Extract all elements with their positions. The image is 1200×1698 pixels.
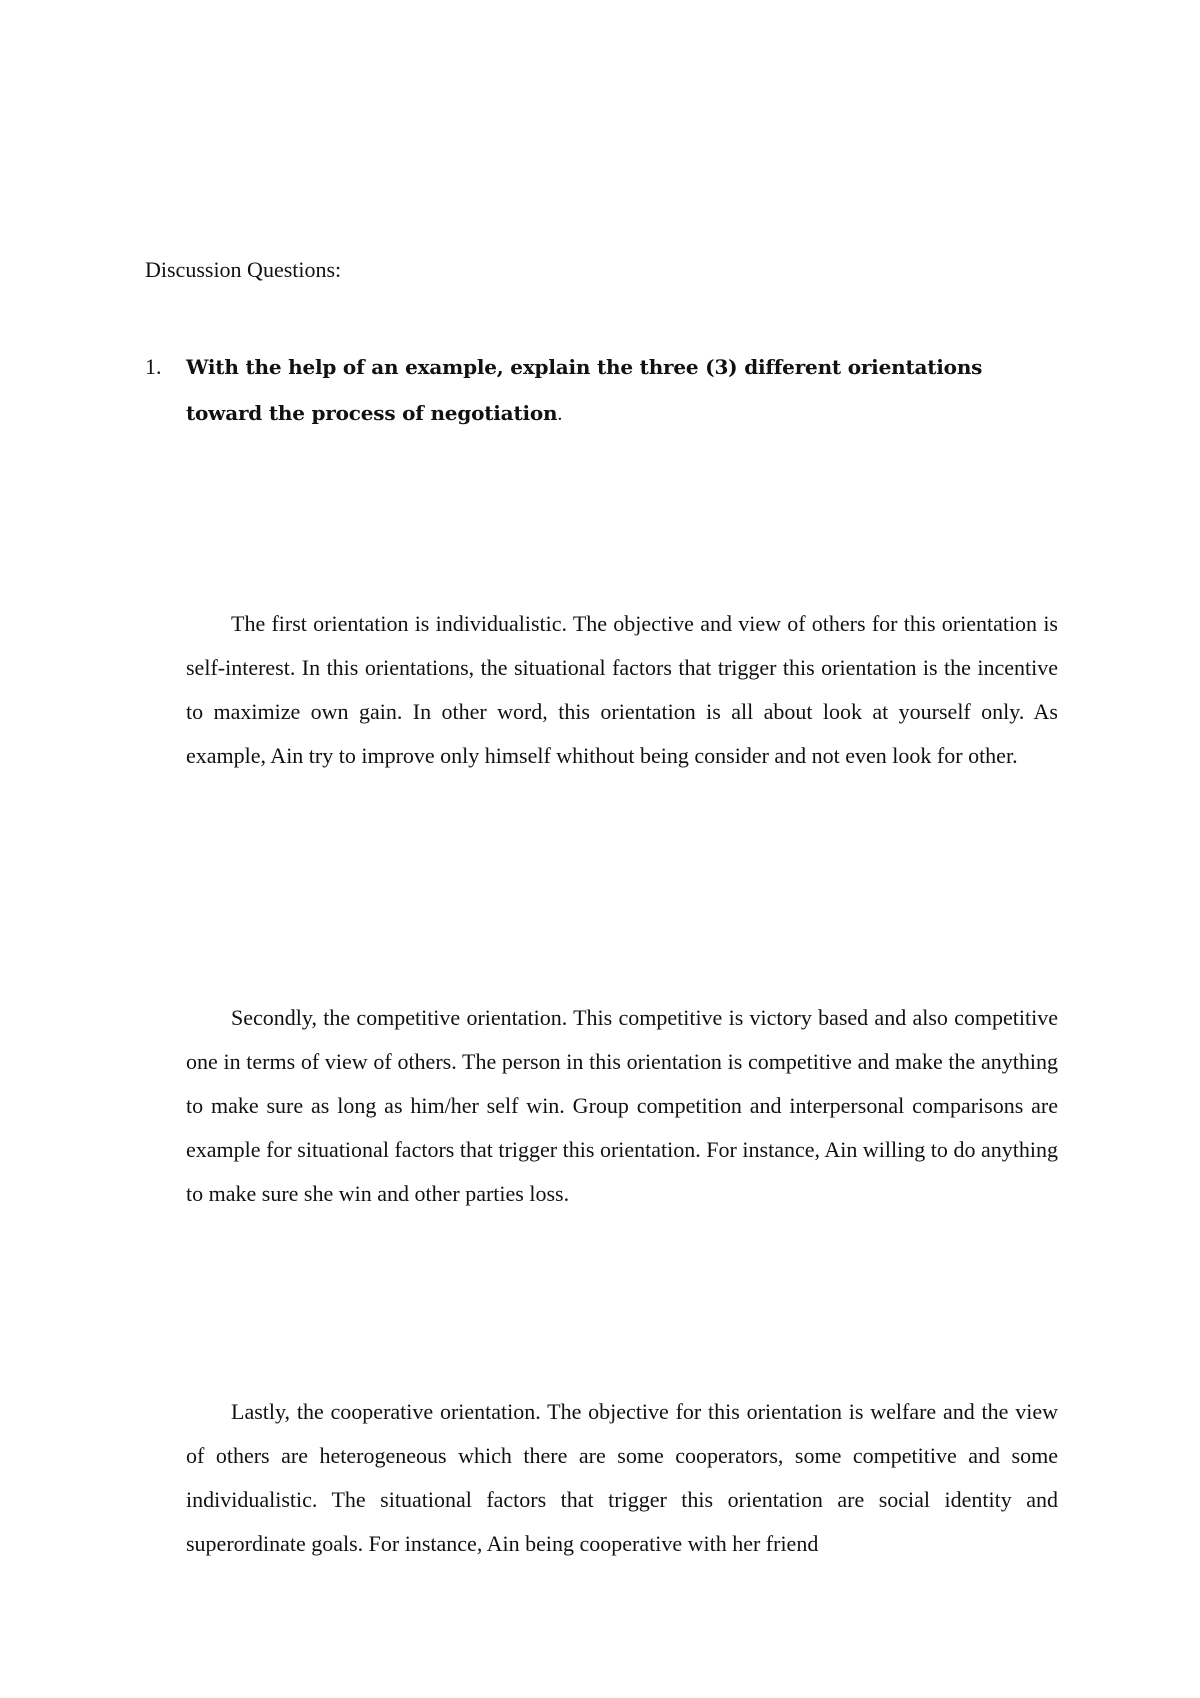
page-heading: Discussion Questions: [145, 257, 342, 282]
question-number: 1. [145, 354, 162, 379]
question-text: With the help of an example, explain the three (3) different orientations toward the process of negotiation [186, 355, 983, 425]
answer-paragraph-competitive: Secondly, the competitive orientation. This competitive is victory based and also competitive one in terms of view of others. The person in this orientation is competitive and make the anything to make sure as long as him/her self win. Group competition and interpersonal comparisons are example for situational factors that trigger this orientation. For instance, Ain willing to do anything to make sure she win and other parties loss. [186, 1005, 1058, 1206]
question-trailing-period: . [557, 403, 563, 425]
question-text-wrapper [186, 344, 1065, 437]
discussion-question-1 [145, 344, 1065, 437]
answer-paragraph-individualistic: The first orientation is individualistic. The objective and view of others for this orientation is self-interest. In this orientations, the situational factors that trigger this orientation is the incentive to maximize own gain. In other word, this orientation is all about look at yourself only. As example, Ain try to improve only himself whithout being consider and not even look for other. [186, 611, 1058, 768]
answer-paragraph-cooperative: Lastly, the cooperative orientation. The objective for this orientation is welfare and the view of others are heterogeneous which there are some cooperators, some competitive and some individualistic. The situational factors that trigger this orientation are social identity and superordinate goals. For instance, Ain being cooperative with her friend [186, 1399, 1058, 1556]
